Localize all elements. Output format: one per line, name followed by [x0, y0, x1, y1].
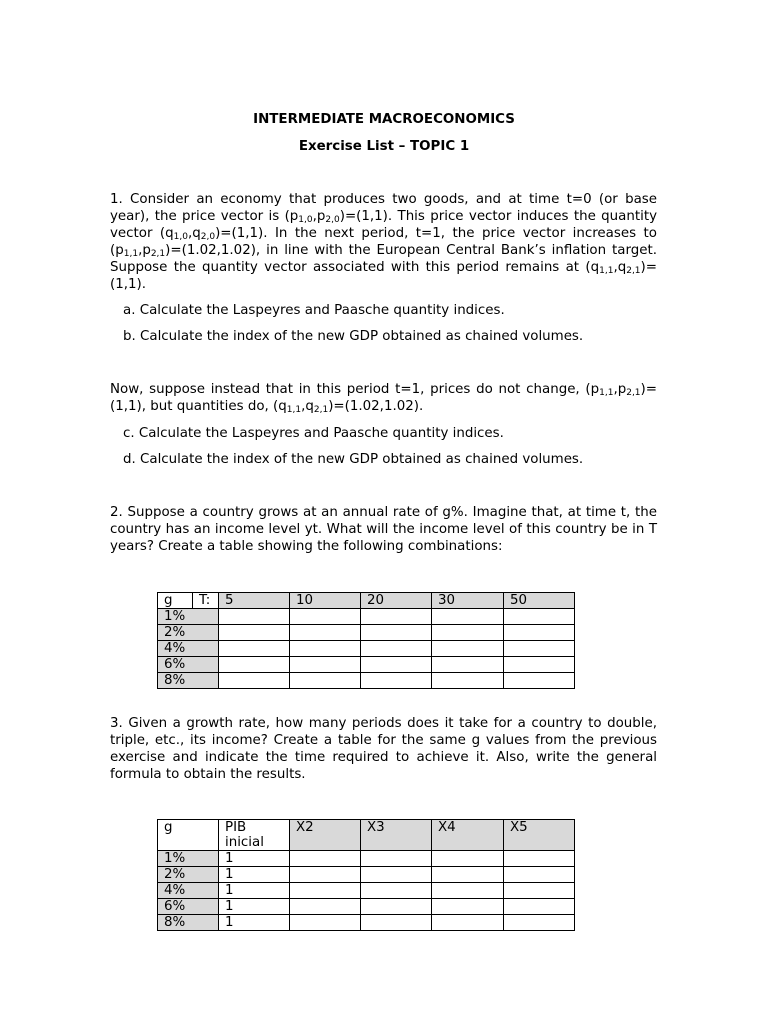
- table-cell: [432, 899, 504, 915]
- doubling-table-pib-label: PIB inicial: [219, 820, 290, 851]
- doubling-table-header-row: [158, 820, 575, 851]
- table-cell: [361, 657, 432, 673]
- income-table-row-label: 2%: [158, 625, 219, 641]
- table-cell: [290, 657, 361, 673]
- doubling-table-col-header: X5: [504, 820, 575, 851]
- doubling-table: [157, 819, 575, 931]
- income-table-col-header: 20: [361, 593, 432, 609]
- table-cell: [290, 867, 361, 883]
- table-cell: [432, 883, 504, 899]
- table-cell: [361, 867, 432, 883]
- table-cell: [432, 673, 504, 689]
- pib-value: 1: [219, 883, 290, 899]
- income-table-row-label: 1%: [158, 609, 219, 625]
- table-cell: [290, 625, 361, 641]
- income-table: [157, 592, 575, 689]
- pib-value: 1: [219, 867, 290, 883]
- table-cell: [361, 851, 432, 867]
- table-cell: [432, 867, 504, 883]
- table-cell: [504, 899, 575, 915]
- table-row: [158, 625, 575, 641]
- exercise-1-text: 1. Consider an economy that produces two goods, and at time t=0 (or base year), the price vector is $(p_{1,0},p_{2,0})=(1,1)$. This price vector induces the quantity vector $(q_{1,0},q_{2,0})=(1,1)$. In the next period, t=1, the price vector increases to $(p_{1,1},p_{2,1})=(1.02,1.02)$, in line with the European Central Bank’s inflation target. Suppose the quantity vector associated with this period remains at $(q_{1,1},q_{2,1})=(1,1)$.: [110, 192, 657, 292]
- table-cell: [290, 609, 361, 625]
- table-cell: [432, 657, 504, 673]
- table-row: [158, 883, 575, 899]
- doubling-table-g-label: g: [158, 820, 219, 851]
- table-cell: [504, 673, 575, 689]
- table-cell: [432, 915, 504, 931]
- income-table-t-label: T:: [193, 593, 219, 609]
- table-cell: [361, 673, 432, 689]
- table-cell: [219, 609, 290, 625]
- table-row: [158, 673, 575, 689]
- income-table-col-header: 5: [219, 593, 290, 609]
- table-cell: [290, 915, 361, 931]
- table-cell: [504, 883, 575, 899]
- income-table-row-label: 6%: [158, 657, 219, 673]
- document-subtitle: Exercise List – TOPIC 1: [298, 139, 470, 154]
- table-cell: [361, 609, 432, 625]
- table-cell: [432, 641, 504, 657]
- doubling-table-row-label: 2%: [158, 867, 219, 883]
- table-cell: [219, 657, 290, 673]
- table-cell: [432, 851, 504, 867]
- table-cell: [361, 625, 432, 641]
- table-cell: [361, 915, 432, 931]
- doubling-table-row-label: 1%: [158, 851, 219, 867]
- doubling-table-row-label: 4%: [158, 883, 219, 899]
- income-table-col-header: 30: [432, 593, 504, 609]
- exercise-1-item-b: b. Calculate the index of the new GDP obtained as chained volumes.: [123, 329, 584, 344]
- exercise-1-item-d: d. Calculate the index of the new GDP obtained as chained volumes.: [123, 452, 584, 467]
- table-cell: [504, 657, 575, 673]
- table-cell: [504, 641, 575, 657]
- exercise-1-item-c: c. Calculate the Laspeyres and Paasche quantity indices.: [123, 426, 504, 441]
- table-cell: [432, 625, 504, 641]
- income-table-g-label: g: [158, 593, 193, 609]
- doubling-table-row-label: 6%: [158, 899, 219, 915]
- table-cell: [361, 899, 432, 915]
- table-cell: [504, 867, 575, 883]
- table-cell: [504, 609, 575, 625]
- income-table-col-header: 50: [504, 593, 575, 609]
- table-cell: [504, 851, 575, 867]
- table-cell: [290, 899, 361, 915]
- income-table-header-row: [158, 593, 575, 609]
- table-cell: [432, 609, 504, 625]
- pib-value: 1: [219, 915, 290, 931]
- table-row: [158, 851, 575, 867]
- table-cell: [219, 641, 290, 657]
- table-row: [158, 641, 575, 657]
- table-row: [158, 915, 575, 931]
- table-row: [158, 867, 575, 883]
- doubling-table-col-header: X3: [361, 820, 432, 851]
- table-cell: [361, 883, 432, 899]
- table-cell: [504, 915, 575, 931]
- income-table-row-label: 8%: [158, 673, 219, 689]
- table-cell: [504, 625, 575, 641]
- exercise-1-second-text: Now, suppose instead that in this period t=1, prices do not change, $(p_{1,1},p_{2,1})=(1,1)$, but quantities do, $(q_{1,1},q_{2,1})=(1.02,1.02)$.: [110, 382, 657, 415]
- table-cell: [219, 673, 290, 689]
- income-table-row-label: 4%: [158, 641, 219, 657]
- pib-value: 1: [219, 851, 290, 867]
- table-cell: [219, 625, 290, 641]
- document-title: INTERMEDIATE MACROECONOMICS: [253, 112, 515, 127]
- doubling-table-col-header: X4: [432, 820, 504, 851]
- exercise-3-text: 3. Given a growth rate, how many periods does it take for a country to double, triple, etc., its income? Create a table for the same g values from the previous exercise and indicate the time required to achieve it. Also, write the general formula to obtain the results.: [110, 716, 657, 782]
- pib-value: 1: [219, 899, 290, 915]
- table-cell: [290, 883, 361, 899]
- doubling-table-col-header: X2: [290, 820, 361, 851]
- exercise-1-item-a: a. Calculate the Laspeyres and Paasche quantity indices.: [123, 303, 505, 318]
- exercise-2-text: 2. Suppose a country grows at an annual rate of g%. Imagine that, at time t, the country has an income level yt. What will the income level of this country be in T years? Create a table showing the following combinations:: [110, 505, 657, 554]
- table-cell: [361, 641, 432, 657]
- table-row: [158, 899, 575, 915]
- table-cell: [290, 673, 361, 689]
- doubling-table-row-label: 8%: [158, 915, 219, 931]
- income-table-col-header: 10: [290, 593, 361, 609]
- table-cell: [290, 641, 361, 657]
- table-cell: [290, 851, 361, 867]
- table-row: [158, 657, 575, 673]
- table-row: [158, 609, 575, 625]
